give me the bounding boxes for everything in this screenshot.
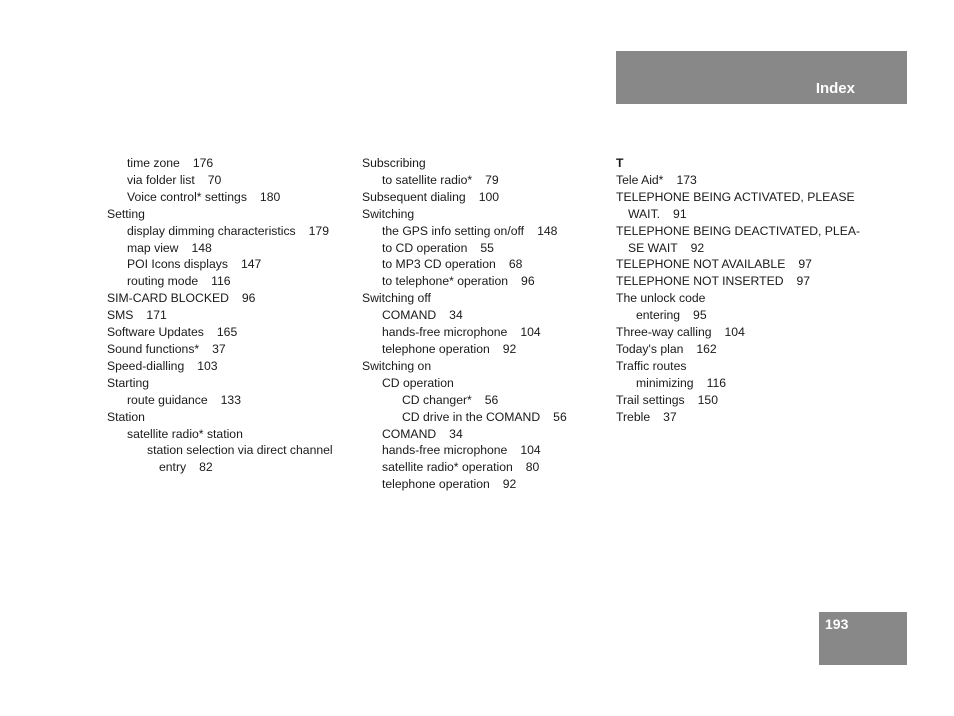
index-page-ref: 133 [220,392,241,407]
index-entry [107,189,352,206]
index-page-ref: 147 [240,257,262,272]
index-page-ref: 95 [693,308,707,323]
index-term: Speed-dialling [107,358,185,373]
index-page-ref: 96 [521,274,535,289]
index-entry [616,240,861,257]
index-term: COMAND [382,308,437,323]
index-entry [616,256,861,273]
index-term: TELEPHONE NOT AVAILABLE [616,257,786,272]
index-entry [362,459,607,476]
index-page-ref: 148 [537,223,558,238]
index-term: station selection via direct channel [147,443,333,458]
index-term: routing mode [127,274,199,289]
index-page-ref: 92 [690,240,705,255]
index-entry [616,155,861,172]
index-page-ref: 173 [676,172,697,187]
index-entry [107,307,352,324]
index-entry [362,341,607,358]
index-entry [107,256,352,273]
index-term: Three-way calling [616,325,712,340]
index-term: Starting [107,375,150,390]
index-term: route guidance [127,392,208,407]
index-column-2 [362,155,607,493]
index-term: Station [107,409,145,424]
index-page-ref: 82 [199,460,213,475]
index-term: hands-free microphone [382,443,508,458]
index-term: SMS [107,308,134,323]
index-term: to MP3 CD operation [382,257,496,272]
index-page-ref: 116 [211,274,231,289]
index-entry [107,392,352,409]
index-entry [362,256,607,273]
index-entry [107,409,352,426]
index-term: T [616,156,624,170]
index-entry [107,459,352,476]
index-page-ref: 92 [502,477,517,492]
index-term: to telephone* operation [382,274,509,289]
index-entry [107,324,352,341]
index-page-ref: 97 [796,274,811,289]
index-page-ref: 56 [553,409,567,424]
index-page-ref: 96 [241,291,256,306]
index-term: the GPS info setting on/off [382,223,525,238]
index-term: Tele Aid* [616,172,664,187]
index-entry [362,240,607,257]
index-entry [362,375,607,392]
index-term: Switching on [362,358,432,373]
index-page-ref: 79 [485,172,499,187]
index-term: telephone operation [382,341,490,356]
index-page-ref: 162 [696,341,717,356]
index-page-ref: 150 [697,392,718,407]
index-term: Switching [362,206,415,221]
index-page-ref: 92 [502,341,517,356]
index-entry [616,409,861,426]
index-term: CD changer* [402,392,472,407]
index-term: Traffic routes [616,358,687,373]
index-page-ref: 97 [798,257,812,272]
index-term: TELEPHONE BEING DEACTIVATED, PLEA- [616,223,861,238]
index-term: Software Updates [107,325,204,340]
index-page-ref: 171 [146,308,167,323]
index-entry [362,392,607,409]
index-entry [107,426,352,443]
index-entry [616,223,861,240]
index-term: SE WAIT [628,240,678,255]
index-term: The unlock code [616,291,706,306]
index-page-ref: 116 [706,375,727,390]
index-term: display dimming characteristics [127,223,296,238]
index-term: TELEPHONE BEING ACTIVATED, PLEASE [616,189,855,204]
index-entry [362,273,607,290]
index-term: Setting [107,206,145,221]
index-entry [107,172,352,189]
index-term: map view [127,240,179,255]
index-column-1 [107,155,352,476]
index-entry [616,375,861,392]
index-page-ref: 100 [478,189,500,204]
index-term: Subscribing [362,156,426,170]
index-entry [362,206,607,223]
index-entry [616,324,861,341]
index-entry [616,273,861,290]
index-term: Voice control* settings [127,189,247,204]
index-term: WAIT. [628,206,661,221]
section-title: Index [815,80,855,97]
index-page-ref: 180 [259,189,281,204]
index-entry [362,189,607,206]
index-page-ref: 165 [216,325,238,340]
index-term: CD operation [382,375,454,390]
index-entry [616,206,861,223]
index-entry [362,155,607,172]
index-page-ref: 176 [192,156,214,170]
index-entry [362,426,607,443]
page-number: 193 [825,616,849,632]
index-term: entry [159,460,187,475]
index-term: hands-free microphone [382,325,508,340]
index-entry [362,476,607,493]
index-term: POI Icons displays [127,257,228,272]
index-entry [362,290,607,307]
index-column-3 [616,155,861,426]
index-entry [362,358,607,375]
index-entry [107,240,352,257]
index-term: minimizing [636,375,694,390]
index-page-ref: 104 [520,443,541,458]
index-term: Switching off [362,291,431,306]
index-page-ref: 70 [207,172,222,187]
index-page-ref: 148 [191,240,212,255]
index-page-ref: 103 [197,358,218,373]
index-term: Subsequent dialing [362,189,466,204]
index-page-ref: 34 [449,308,463,323]
index-page-ref: 55 [480,240,494,255]
index-entry [616,307,861,324]
index-entry [362,409,607,426]
index-page-ref: 104 [520,325,541,340]
index-entry [107,358,352,375]
index-entry [107,290,352,307]
index-page-ref: 37 [212,341,226,356]
page-number-tab [819,612,907,665]
index-term: TELEPHONE NOT INSERTED [616,274,784,289]
index-page-ref: 179 [308,223,329,238]
index-entry [362,307,607,324]
index-entry [107,341,352,358]
index-term: COMAND [382,426,437,441]
index-entry [616,341,861,358]
index-entry [616,290,861,307]
index-entry [616,172,861,189]
index-term: CD drive in the COMAND [402,409,541,424]
index-page-ref: 34 [449,426,463,441]
section-header-tab [616,51,907,104]
index-entry [362,172,607,189]
index-entry [616,358,861,375]
index-term: via folder list [127,172,195,187]
index-term: to CD operation [382,240,468,255]
index-page-ref: 80 [525,460,540,475]
index-term: Sound functions* [107,341,200,356]
index-term: Trail settings [616,392,685,407]
index-entry [107,155,352,172]
index-term: to satellite radio* [382,172,473,187]
index-page-ref: 104 [724,325,745,340]
index-term: telephone operation [382,477,490,492]
index-entry [107,206,352,223]
index-term: entering [636,308,681,323]
index-page-ref: 68 [508,257,523,272]
index-term: Today's plan [616,341,684,356]
index-entry [362,223,607,240]
index-term: SIM-CARD BLOCKED [107,291,229,306]
index-entry [362,442,607,459]
index-entry [107,223,352,240]
index-page-ref: 91 [673,206,687,221]
index-term: Treble [616,409,651,424]
index-entry [616,189,861,206]
index-term: satellite radio* station [127,426,243,441]
index-page-ref: 56 [484,392,499,407]
index-term: time zone [127,156,180,170]
index-entry [107,375,352,392]
index-page-ref: 37 [663,409,677,424]
index-entry [616,392,861,409]
index-entry [362,324,607,341]
index-entry [107,273,352,290]
index-entry [107,442,352,459]
index-term: satellite radio* operation [382,460,513,475]
